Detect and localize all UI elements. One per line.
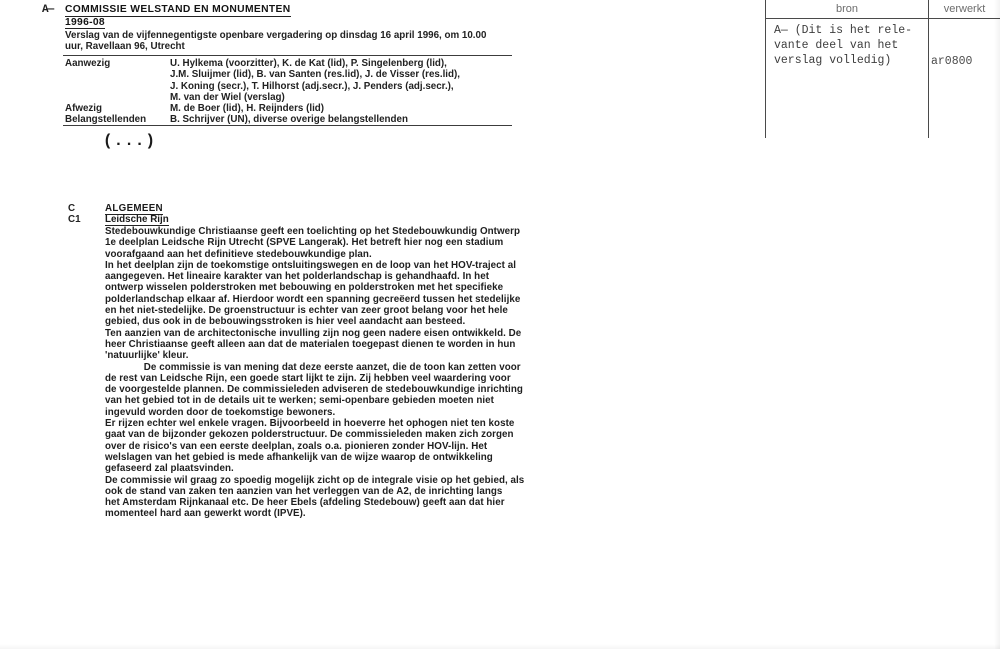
text-line: van het gebied tot in de details uit te werken; semi-openbare gebieden moeten niet — [105, 395, 494, 407]
text-line: polderlandschap elkaar af. Hierdoor wordt een spanning gecreëerd tussen het stedelijke — [105, 293, 521, 305]
text-line: In het deelplan zijn de toekomstige ontsluitingswegen en de loop van het HOV-traject al — [105, 259, 516, 271]
attendance-row-aanwezig — [65, 58, 515, 103]
text-line: M. de Boer (lid), H. Reijnders (lid) — [170, 103, 325, 115]
text-line: ook de stand van zaken ten aanzien van het verleggen van de A2, de inrichting langs — [105, 485, 503, 497]
attendance-table-top-rule — [63, 55, 512, 56]
section-heading-leidsche-rijn: Leidsche Rijn — [105, 214, 169, 225]
text-line: voorafgaand aan het definitieve stedebouwkundige plan. — [105, 248, 372, 260]
review-panel-column-divider — [928, 0, 929, 138]
text-line: de voorgestelde plannen. De commissieleden adviseren de stedebouwkundige inrichting — [105, 384, 523, 396]
text-line: De commissie wil graag zo spoedig mogelijk zicht op de integrale visie op het gebied, als — [105, 474, 525, 486]
section-heading-algemeen: ALGEMEEN — [105, 203, 163, 214]
text-line: gaat van de bijzonder gekozen polderstructuur. De commissieleden maken zich zorgen — [105, 429, 514, 441]
text-line: heer Christiaanse geeft alleen aan dat de materialen toegepast dienen te worden in hun — [105, 338, 516, 350]
section-code-c: C — [68, 203, 76, 214]
text-line: de rest van Leidsche Rijn, een goede start lijkt te zijn. Zij hebben veel waardering voor — [105, 372, 511, 384]
text-line: M. van der Wiel (verslag) — [170, 91, 285, 103]
source-ref-marker: A— — [42, 4, 54, 16]
attendance-row-afwezig — [65, 103, 515, 114]
review-panel-header-rule — [765, 18, 1000, 19]
attendance-values — [170, 103, 515, 114]
text-line: J.M. Sluijmer (lid), B. van Santen (res.lid), J. de Visser (res.lid), — [170, 69, 460, 81]
column-header-verwerkt: verwerkt — [943, 3, 986, 15]
text-line: het Amsterdam Rijnkanaal etc. De heer Ebels (afdeling Stedebouw) geeft aan dat hier — [105, 497, 505, 509]
meeting-subtitle — [65, 30, 486, 53]
text-line: A— (Dit is het rele- — [774, 24, 913, 37]
text-line: Er rijzen echter wel enkele vragen. Bijvoorbeeld in hoeverre het ophogen niet ten koste — [105, 418, 515, 430]
text-line: gebied, dus ook in de bebouwingsstroken is hier veel aandacht aan besteed. — [105, 316, 466, 328]
text-line: gefaseerd zal plaatsvinden. — [105, 463, 234, 475]
text-line: over de risico's van een eerste deelplan, zoals o.a. pionieren zonder HOV-lijn. Het — [105, 440, 488, 452]
attendance-label: Belangstellenden — [65, 114, 147, 126]
text-line: welslagen van het gebied is mede afhankelijk van de wijze waarop de ontwikkeling — [105, 451, 493, 463]
text-line: aangegeven. Het lineaire karakter van het polderlandschap is gehandhaafd. In het — [105, 271, 490, 283]
text-line: ontwerp wisselen polderstroken met bebouwing en polderstroken met het specifieke — [105, 282, 504, 294]
text-line: ingevuld worden door de toekomstige bewoners. — [105, 406, 336, 418]
scan-edge-shading-bottom — [0, 644, 1000, 649]
report-body-text — [105, 226, 545, 520]
text-line: en het niet-stedelijke. De groenstructuur is echter van zeer groot belang voor het hele — [105, 305, 508, 317]
text-line: B. Schrijver (UN), diverse overige belangstellenden — [170, 114, 408, 126]
text-line: vante deel van het — [774, 39, 899, 52]
review-panel-left-border — [765, 0, 766, 138]
text-line: 'natuurlijke' kleur. — [105, 350, 189, 362]
text-line: uur, Ravellaan 96, Utrecht — [65, 41, 185, 53]
attendance-table — [65, 58, 515, 126]
document-title: COMMISSIE WELSTAND EN MONUMENTEN — [65, 4, 291, 15]
document-number: 1996-08 — [65, 17, 105, 28]
bron-typewriter-note — [774, 23, 924, 68]
text-line: Verslag van de vijfennegentigste openbare vergadering op dinsdag 16 april 1996, om 10.00 — [65, 30, 487, 41]
text-line: 1e deelplan Leidsche Rijn Utrecht (SPVE Langerak). Het betreft hier nog een stadium — [105, 237, 504, 249]
section-code-c1: C1 — [68, 214, 81, 225]
text-line: U. Hylkema (voorzitter), K. de Kat (lid), P. Singelenberg (lid), — [170, 58, 447, 69]
attendance-label: Aanwezig — [65, 58, 111, 69]
text-line: verslag volledig) — [774, 54, 892, 67]
attendance-values — [170, 58, 515, 103]
omission-marker: (...) — [103, 132, 157, 150]
text-line: J. Koning (secr.), T. Hilhorst (adj.secr.), J. Penders (adj.secr.), — [170, 80, 454, 92]
column-header-bron: bron — [835, 3, 859, 15]
scan-edge-shading-right — [994, 0, 1000, 649]
text-line: momenteel hard aan gewerkt wordt (IPVE). — [105, 508, 306, 520]
text-line: Stedebouwkundige Christiaanse geeft een toelichting op het Stedebouwkundig Ontwerp — [105, 226, 521, 237]
attendance-table-bottom-rule — [63, 125, 512, 126]
text-line: Ten aanzien van de architectonische invulling zijn nog geen nadere eisen ontwikkeld. De — [105, 327, 522, 339]
text-line: De commissie is van mening dat deze eerste aanzet, die de toon kan zetten voor — [105, 361, 521, 373]
attendance-label: Afwezig — [65, 103, 103, 115]
verwerkt-code: ar0800 — [931, 55, 973, 68]
